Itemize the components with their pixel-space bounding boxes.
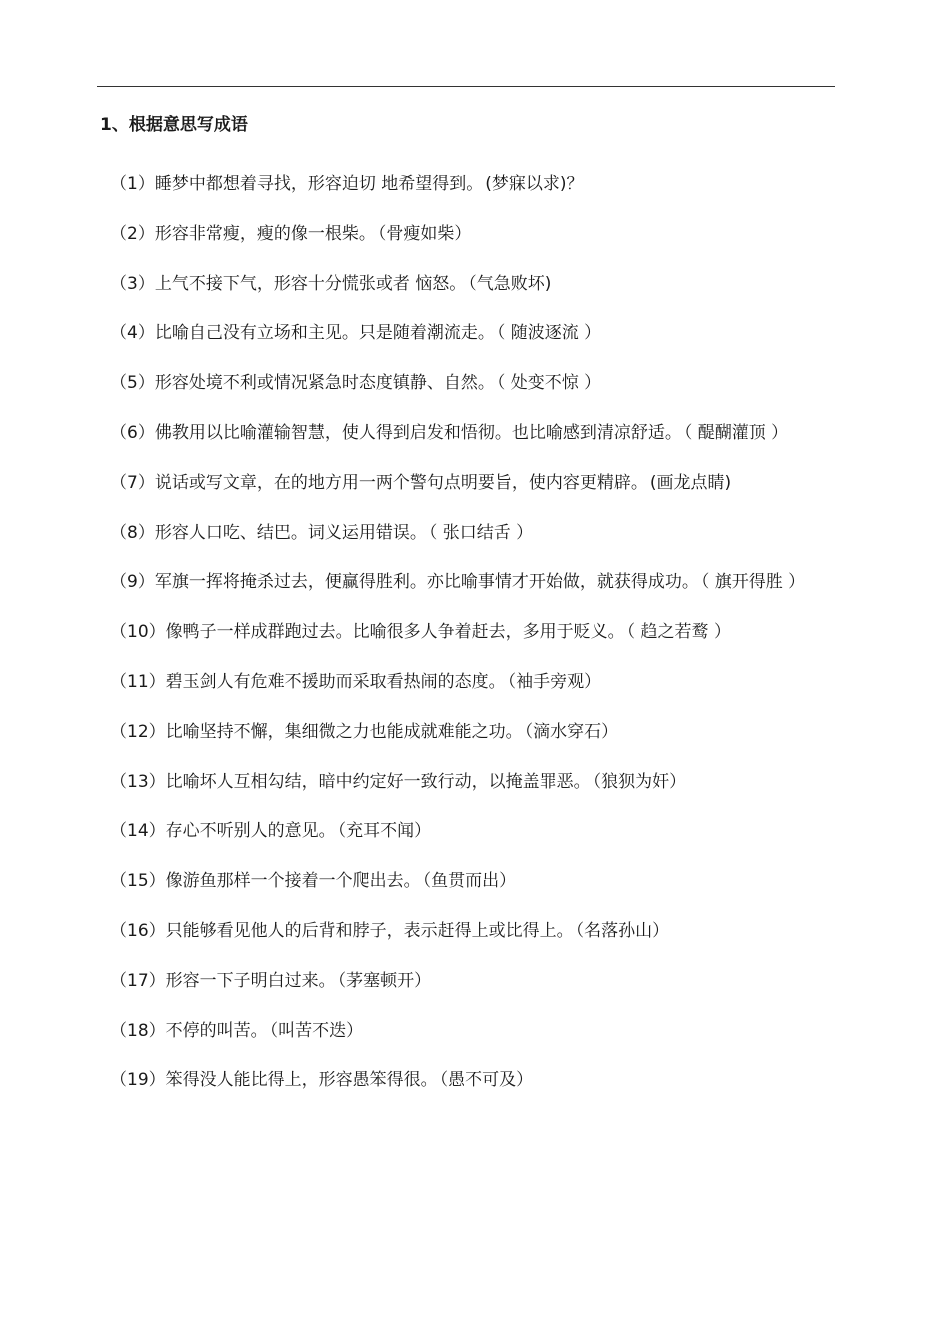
item-answer: （狼狈为奸）	[592, 771, 687, 792]
item-answer: （ 张口结舌 ）	[428, 522, 534, 543]
list-item	[100, 260, 830, 310]
list-item	[100, 558, 830, 608]
list-item	[100, 907, 830, 957]
item-text: 形容一下子明白过来。	[165, 970, 336, 991]
top-divider	[97, 86, 835, 87]
list-item	[100, 409, 830, 459]
item-text: 上气不接下气，形容十分慌张或者 恼怒。	[154, 273, 467, 294]
item-answer: （袖手旁观）	[507, 671, 602, 692]
item-answer: （充耳不闻）	[337, 821, 432, 842]
item-number: （3）	[110, 273, 155, 294]
item-number: （11）	[110, 671, 166, 692]
item-number: （19）	[110, 1070, 166, 1091]
item-answer: （ 旗开得胜 ）	[700, 572, 806, 593]
item-text: 只能够看见他人的后背和脖子，表示赶得上或比得上。	[165, 920, 574, 941]
item-text: 像鸭子一样成群跑过去。比喻很多人争着赶去，多用于贬义。	[165, 622, 625, 643]
item-number: （16）	[110, 920, 166, 941]
list-item	[100, 807, 830, 857]
item-answer: (画龙点睛)	[649, 472, 732, 493]
item-text: 形容处境不利或情况紧急时态度镇静、自然。	[154, 373, 495, 394]
item-text: 说话或写文章，在的地方用一两个警句点明要旨，使内容更精辟。	[154, 472, 648, 493]
item-answer: （名落孙山）	[575, 920, 670, 941]
item-answer: （叫苦不迭）	[269, 1020, 364, 1041]
item-answer: （滴水穿石）	[524, 721, 619, 742]
item-number: （8）	[110, 522, 155, 543]
item-number: （17）	[110, 970, 166, 991]
item-text: 比喻坏人互相勾结，暗中约定好一致行动，以掩盖罪恶。	[165, 771, 591, 792]
item-number: （2）	[110, 223, 155, 244]
item-text: 笨得没人能比得上，形容愚笨得很。	[165, 1070, 438, 1091]
list-item	[100, 160, 830, 210]
item-number: （6）	[110, 422, 155, 443]
item-text: 像游鱼那样一个接着一个爬出去。	[165, 871, 421, 892]
item-number: （5）	[110, 373, 155, 394]
list-item	[100, 658, 830, 708]
item-answer: （茅塞顿开）	[337, 970, 432, 991]
item-number: （14）	[110, 821, 166, 842]
item-number: （1）	[110, 174, 155, 194]
item-number: （7）	[110, 472, 155, 493]
list-item	[100, 957, 830, 1007]
item-text: 佛教用以比喻灌输智慧，使人得到启发和悟彻。也比喻感到清凉舒适。	[154, 422, 682, 443]
item-answer: （鱼贯而出）	[422, 871, 517, 892]
item-text: 碧玉剑人有危难不援助而采取看热闹的态度。	[165, 671, 506, 692]
item-text: 比喻自己没有立场和主见。只是随着潮流走。	[154, 323, 495, 344]
item-answer: （ 处变不惊 ）	[496, 373, 602, 394]
item-text: 不停的叫苦。	[165, 1020, 268, 1041]
list-item	[100, 608, 830, 658]
section-heading: 1、根据意思写成语	[100, 115, 248, 135]
list-item	[100, 359, 830, 409]
item-answer: （骨瘦如柴）	[377, 223, 472, 244]
list-item	[100, 857, 830, 907]
list-item	[100, 758, 830, 808]
list-item	[100, 459, 830, 509]
list-item	[100, 309, 830, 359]
item-text: 比喻坚持不懈，集细微之力也能成就难能之功。	[165, 721, 523, 742]
item-number: （18）	[110, 1020, 166, 1041]
item-text: 形容人口吃、结巴。词义运用错误。	[154, 522, 427, 543]
item-text: 形容非常瘦，瘦的像一根柴。	[154, 223, 376, 244]
item-answer: （气急败坏)	[468, 273, 552, 294]
item-number: （15）	[110, 871, 166, 892]
item-number: （9）	[110, 572, 155, 593]
list-item	[100, 210, 830, 260]
item-answer: （ 趋之若鹜 ）	[626, 622, 731, 643]
list-item	[100, 708, 830, 758]
item-number: （13）	[110, 771, 166, 792]
item-answer: （ 醍醐灌顶 ）	[683, 422, 789, 443]
list-item	[100, 509, 830, 559]
list-item	[100, 1056, 830, 1106]
question-list	[100, 160, 830, 1106]
item-text: 军旗一挥将掩杀过去，便赢得胜利。亦比喻事情才开始做，就获得成功。	[154, 572, 699, 593]
item-number: （10）	[110, 622, 166, 643]
list-item	[100, 1007, 830, 1057]
item-text: 睡梦中都想着寻找，形容迫切 地希望得到。	[154, 174, 484, 194]
item-answer: （愚不可及）	[439, 1070, 534, 1091]
item-number: （12）	[110, 721, 166, 742]
item-text: 存心不听别人的意见。	[165, 821, 336, 842]
item-number: （4）	[110, 323, 155, 344]
item-answer: (梦寐以求)？	[485, 174, 584, 194]
item-answer: （ 随波逐流 ）	[496, 323, 602, 344]
